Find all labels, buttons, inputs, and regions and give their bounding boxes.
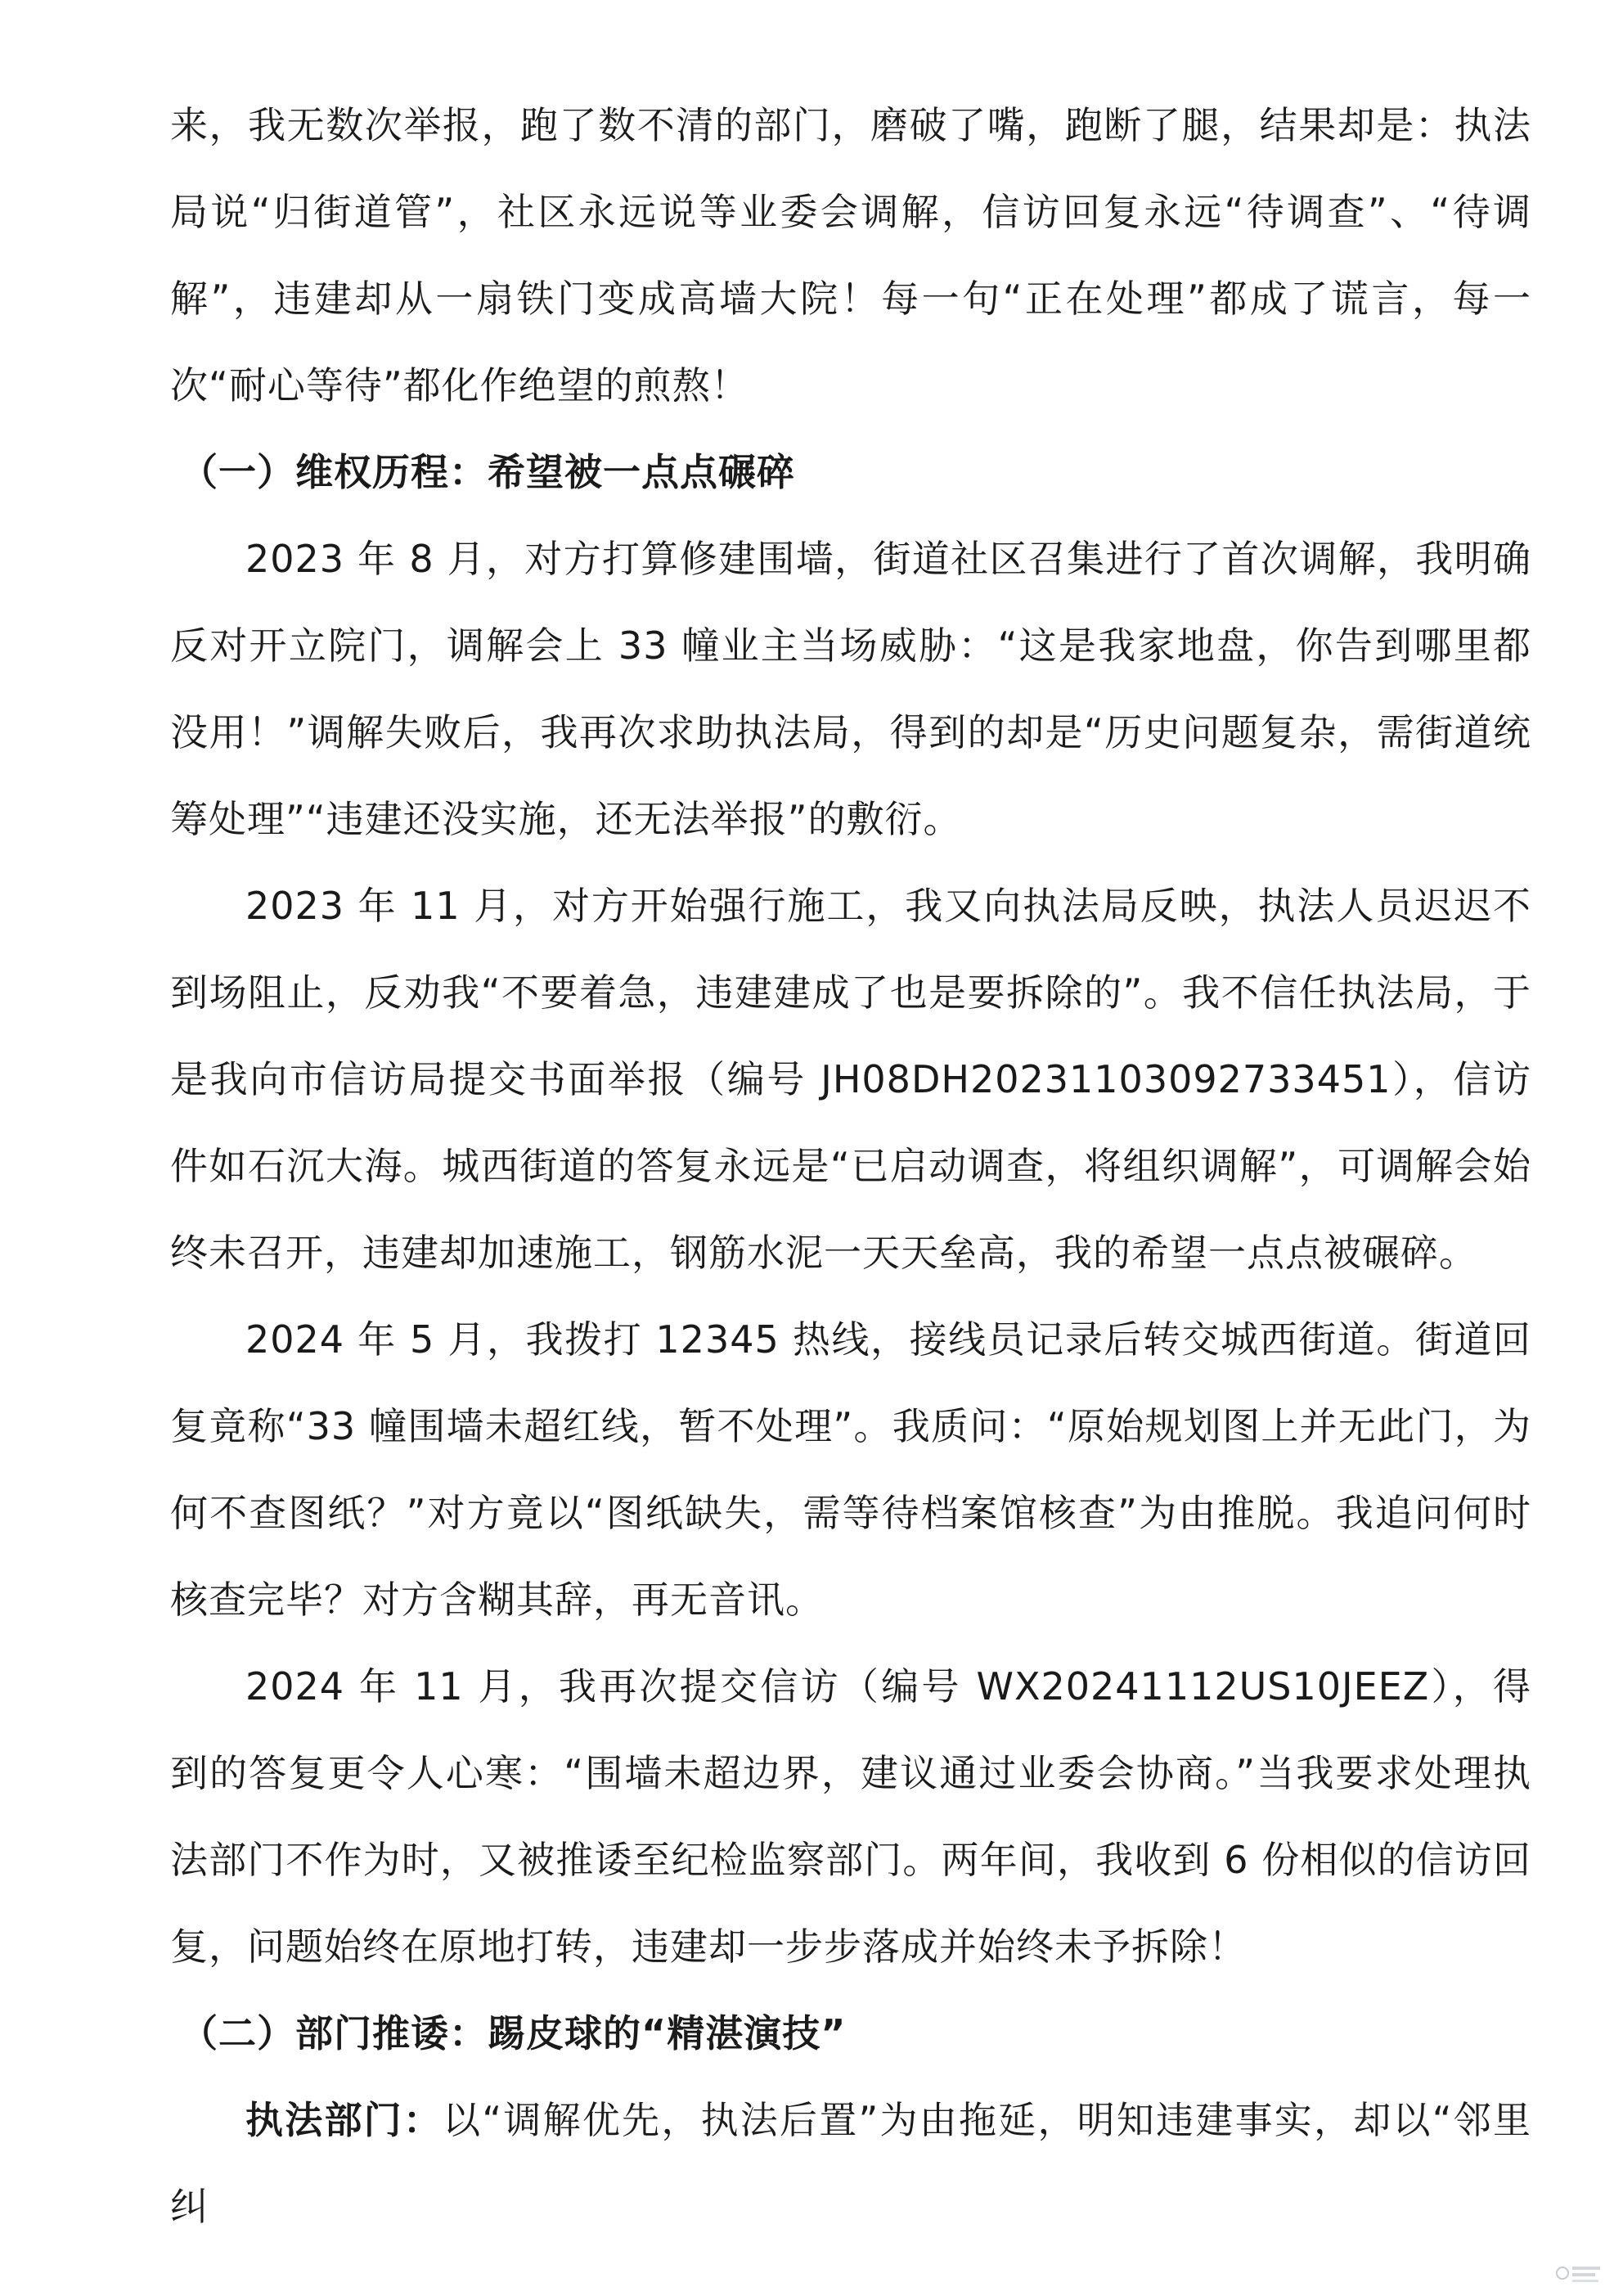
lead-text: 以“调解优先，执法后置”为由拖延，明知违建事实，却以“邻里纠	[170, 2098, 1531, 2229]
paragraph-2023-nov: 2023 年 11 月，对方开始强行施工，我又向执法局反映，执法人员迟迟不到场阻止，反劝我“不要着急，违建建成了也是要拆除的”。我不信任执法局，于是我向市信访局提交书面举报（编号 JH08DH20231103092733451），信访件如石沉大海。城西街道的答复永远是“已启动调查，将组织调解”，可调解会始终未召开，违建却加速施工，钢筋水泥一天天垒高，我的希望一点点被碾碎。	[170, 884, 1531, 1275]
paragraph-2023-aug: 2023 年 8 月，对方打算修建围墙，街道社区召集进行了首次调解，我明确反对开立院门，调解会上 33 幢业主当场威胁：“这是我家地盘，你告到哪里都没用！”调解失败后，我再次求助执法局，得到的却是“历史问题复杂，需街道统筹处理”“违建还没实施，还无法举报”的敷衍。	[170, 537, 1531, 841]
document-page	[170, 82, 1531, 2250]
paragraph-2024-may: 2024 年 5 月，我拨打 12345 热线，接线员记录后转交城西街道。街道回复竟称“33 幢围墙未超红线，暂不处理”。我质问：“原始规划图上并无此门，为何不查图纸？”对方竟以“图纸缺失，需等待档案馆核查”为由推脱。我追问何时核查完毕？对方含糊其辞，再无音讯。	[170, 1317, 1531, 1622]
paragraph-continuation: 来，我无数次举报，跑了数不清的部门，磨破了嘴，跑断了腿，结果却是：执法局说“归街道管”，社区永远说等业委会调解，信访回复永远“待调查”、“待调解”，违建却从一扇铁门变成高墙大院！每一句“正在处理”都成了谎言，每一次“耐心等待”都化作绝望的煎熬！	[170, 103, 1531, 407]
section-heading-1: （一）维权历程：希望被一点点碾碎	[180, 450, 795, 494]
paragraph-enforcement	[170, 2077, 1531, 2250]
paragraph-2024-nov: 2024 年 11 月，我再次提交信访（编号 WX20241112US10JEEZ），得到的答复更令人心寒：“围墙未超边界，建议通过业委会协商。”当我要求处理执法部门不作为时，又被推诿至纪检监察部门。两年间，我收到 6 份相似的信访回复，问题始终在原地打转，违建却一步步落成并始终未予拆除！	[170, 1664, 1531, 1969]
lead-label: 执法部门：	[245, 2098, 443, 2142]
section-heading-2: （二）部门推诿：踢皮球的“精湛演技”	[180, 2011, 847, 2055]
watermark-logo-icon	[1554, 2257, 1603, 2288]
